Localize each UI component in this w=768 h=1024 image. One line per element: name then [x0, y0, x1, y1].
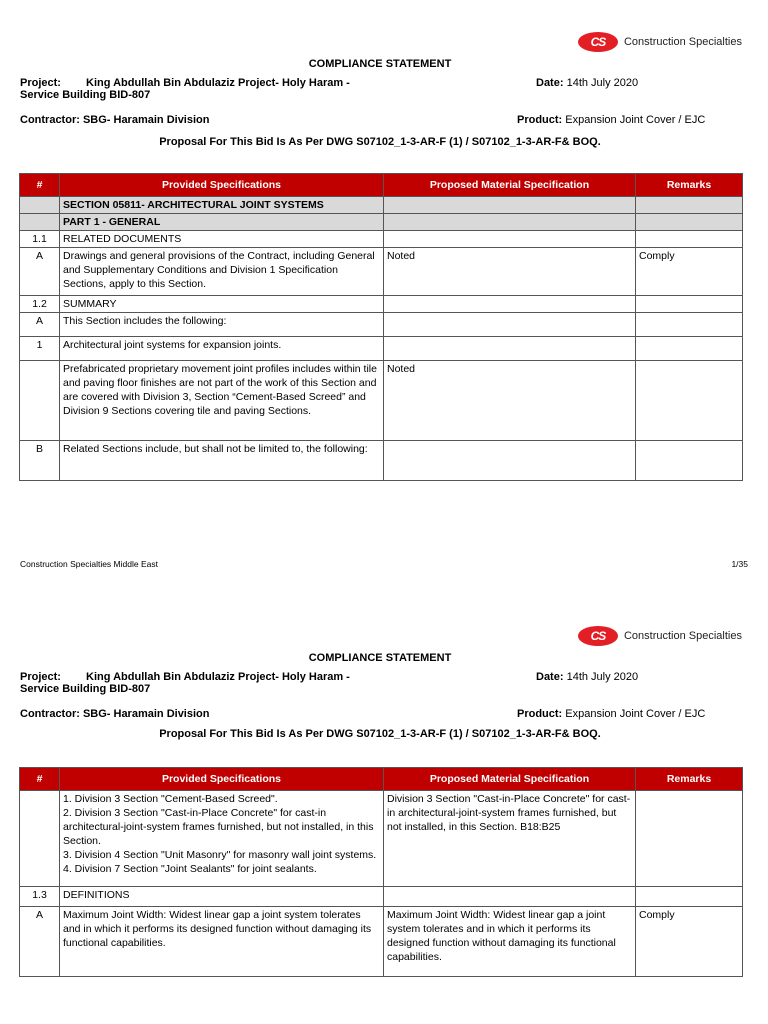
remarks-cell — [636, 313, 743, 337]
provided-spec-cell: PART 1 - GENERAL — [60, 214, 384, 231]
row-number: B — [20, 441, 60, 481]
row-number — [20, 791, 60, 887]
compliance-table-page-1 — [19, 173, 743, 481]
compliance-table-page-2 — [19, 767, 743, 977]
remarks-cell — [636, 337, 743, 361]
proposed-spec-cell — [384, 214, 636, 231]
table-row — [20, 313, 743, 337]
provided-spec-cell: SECTION 05811- ARCHITECTURAL JOINT SYSTEMS — [60, 197, 384, 214]
project-block: Project: King Abdullah Bin Abdulaziz Project- Holy Haram - Service Building BID-807 — [20, 77, 350, 101]
row-number: 1.1 — [20, 231, 60, 248]
table-row — [20, 907, 743, 977]
spec-list-item: 4. Division 7 Section "Joint Sealants" for joint sealants. — [63, 863, 317, 875]
product-field: Product: Expansion Joint Cover / EJC — [517, 708, 706, 720]
contractor-field: Contractor: SBG- Haramain Division — [20, 708, 210, 720]
col-provided-spec: Provided Specifications — [60, 768, 384, 791]
footer-company: Construction Specialties Middle East — [20, 559, 158, 569]
project-block: Project: King Abdullah Bin Abdulaziz Project- Holy Haram - Service Building BID-807 — [20, 671, 350, 695]
spec-list-item: 3. Division 4 Section "Unit Masonry" for masonry wall joint systems. — [63, 849, 377, 861]
remarks-cell — [636, 296, 743, 313]
row-number: A — [20, 248, 60, 296]
remarks-cell — [636, 231, 743, 248]
remarks-cell — [636, 887, 743, 907]
table-row — [20, 248, 743, 296]
proposed-spec-cell: Division 3 Section "Cast-in-Place Concrete" for cast-in architectural-joint-system frames furnished, but not installed, in this Section. B18:B25 — [384, 791, 636, 887]
proposed-spec-cell: Noted — [384, 361, 636, 441]
proposed-spec-cell: Noted — [384, 248, 636, 296]
proposed-spec-cell — [384, 887, 636, 907]
company-name: Construction Specialties — [623, 630, 742, 642]
table-row — [20, 887, 743, 907]
row-number — [20, 214, 60, 231]
page-title: COMPLIANCE STATEMENT — [308, 652, 452, 664]
remarks-cell — [636, 214, 743, 231]
provided-spec-cell: Maximum Joint Width: Widest linear gap a joint system tolerates and in which it performs its designed function without damaging its functional capabilities. — [60, 907, 384, 977]
date-field: Date: 14th July 2020 — [536, 77, 639, 89]
row-number: 1.2 — [20, 296, 60, 313]
row-number: A — [20, 313, 60, 337]
remarks-cell — [636, 361, 743, 441]
provided-spec-cell: Prefabricated proprietary movement joint profiles includes within tile and paving floor finishes are not part of the work of this Section and are covered with Division 3, Section “Cement-Based Screed” and Division 9 Sections covering tile and paving Sections. — [60, 361, 384, 441]
table-row — [20, 337, 743, 361]
company-name: Construction Specialties — [623, 36, 742, 48]
spec-list-item: 2. Division 3 Section "Cast-in-Place Concrete" for cast-in architectural-joint-system frames furnished, but not installed, in this Section. — [63, 807, 374, 847]
remarks-cell — [636, 197, 743, 214]
proposed-spec-cell — [384, 441, 636, 481]
cs-logo-icon: CS — [578, 626, 618, 646]
table-row — [20, 361, 743, 441]
page-number: 1/35 — [731, 559, 748, 569]
provided-spec-cell: This Section includes the following: — [60, 313, 384, 337]
table-row — [20, 296, 743, 313]
table-row — [20, 791, 743, 887]
provided-spec-cell: DEFINITIONS — [60, 887, 384, 907]
table-row — [20, 231, 743, 248]
document-page-2 — [0, 594, 768, 1024]
col-provided-spec: Provided Specifications — [60, 174, 384, 197]
provided-spec-cell: Architectural joint systems for expansion joints. — [60, 337, 384, 361]
provided-spec-cell: RELATED DOCUMENTS — [60, 231, 384, 248]
date-field: Date: 14th July 2020 — [536, 671, 639, 683]
col-proposed-spec: Proposed Material Specification — [384, 174, 636, 197]
row-number — [20, 197, 60, 214]
table-row — [20, 214, 743, 231]
proposed-spec-cell — [384, 313, 636, 337]
remarks-cell — [636, 441, 743, 481]
product-field: Product: Expansion Joint Cover / EJC — [517, 114, 706, 126]
page-title: COMPLIANCE STATEMENT — [308, 58, 452, 70]
proposed-spec-cell — [384, 296, 636, 313]
provided-spec-cell: Related Sections include, but shall not be limited to, the following: — [60, 441, 384, 481]
col-proposed-spec: Proposed Material Specification — [384, 768, 636, 791]
row-number: 1 — [20, 337, 60, 361]
company-logo — [578, 32, 742, 52]
provided-spec-cell — [60, 791, 384, 887]
row-number: 1.3 — [20, 887, 60, 907]
cs-logo-icon: CS — [578, 32, 618, 52]
proposal-line: Proposal For This Bid Is As Per DWG S07102_1-3-AR-F (1) / S07102_1-3-AR-F& BOQ. — [159, 728, 601, 740]
proposed-spec-cell — [384, 337, 636, 361]
remarks-cell: Comply — [636, 907, 743, 977]
contractor-field: Contractor: SBG- Haramain Division — [20, 114, 210, 126]
table-row — [20, 441, 743, 481]
proposal-line: Proposal For This Bid Is As Per DWG S07102_1-3-AR-F (1) / S07102_1-3-AR-F& BOQ. — [159, 136, 601, 148]
proposed-spec-cell: Maximum Joint Width: Widest linear gap a joint system tolerates and in which it performs its designed function without damaging its functional capabilities. — [384, 907, 636, 977]
col-remarks: Remarks — [636, 174, 743, 197]
proposed-spec-cell — [384, 231, 636, 248]
col-number: # — [20, 174, 60, 197]
spec-list-item: 1. Division 3 Section "Cement-Based Screed". — [63, 793, 278, 805]
provided-spec-cell: SUMMARY — [60, 296, 384, 313]
remarks-cell: Comply — [636, 248, 743, 296]
provided-spec-cell: Drawings and general provisions of the Contract, including General and Supplementary Conditions and Division 1 Specification Sections, apply to this Section. — [60, 248, 384, 296]
table-row — [20, 197, 743, 214]
row-number: A — [20, 907, 60, 977]
col-remarks: Remarks — [636, 768, 743, 791]
remarks-cell — [636, 791, 743, 887]
col-number: # — [20, 768, 60, 791]
proposed-spec-cell — [384, 197, 636, 214]
row-number — [20, 361, 60, 441]
company-logo — [578, 626, 742, 646]
